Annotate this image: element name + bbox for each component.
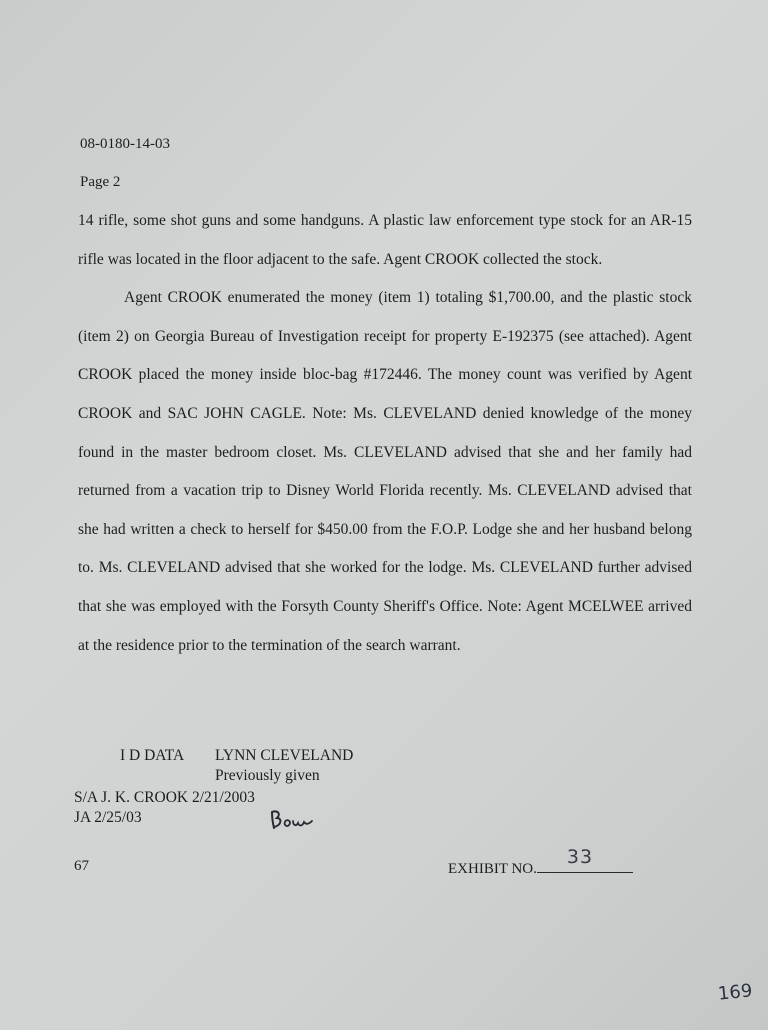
review-line: JA 2/25/03 [74, 809, 142, 826]
id-data-note: Previously given [215, 767, 320, 784]
case-number: 08-0180-14-03 [80, 136, 170, 152]
exhibit-label: EXHIBIT NO. [448, 861, 537, 877]
signature-block [74, 788, 255, 828]
exhibit-underline [537, 846, 633, 873]
agent-signature-line: S/A J. K. CROOK 2/21/2003 [74, 789, 255, 806]
footer-number: 67 [74, 858, 89, 874]
paragraph-2: Agent CROOK enumerated the money (item 1) totaling $1,700.00, and the plastic stock (item 2) on Georgia Bureau of Investigation receipt for property E-192375 (see attached). Agent CROOK placed the money inside bloc-bag #172446. The money count was verified by Agent CROOK and SAC JOHN CAGLE. Note: Ms. CLEVELAND denied knowledge of the money found in the master bedroom closet. Ms. CLEVELAND advised that she and her family had returned from a vacation trip to Disney World Florida recently. Ms. CLEVELAND advised that she had written a check to herself for $450.00 from the F.O.P. Lodge she and her husband belong to. Ms. CLEVELAND advised that she worked for the lodge. Ms. CLEVELAND further advised that she was employed with the Forsyth County Sheriff's Office. Note: Agent MCELWEE arrived at the residence prior to the termination of the search warrant. [78, 289, 692, 654]
page-label: Page 2 [80, 174, 121, 190]
id-data-label: I D DATA [120, 747, 185, 764]
report-body [78, 202, 692, 665]
handwritten-page-number: 169 [716, 980, 754, 1005]
exhibit-handwritten-value: 33 [566, 846, 594, 868]
id-data-name: LYNN CLEVELAND [215, 747, 354, 764]
paragraph-1: 14 rifle, some shot guns and some handguns. A plastic law enforcement type stock for an AR-15 rifle was located in the floor adjacent to the safe. Agent CROOK collected the stock. [78, 212, 692, 268]
id-data-block [120, 746, 353, 786]
handwritten-initials-mark [268, 806, 318, 832]
exhibit-number [448, 846, 633, 878]
